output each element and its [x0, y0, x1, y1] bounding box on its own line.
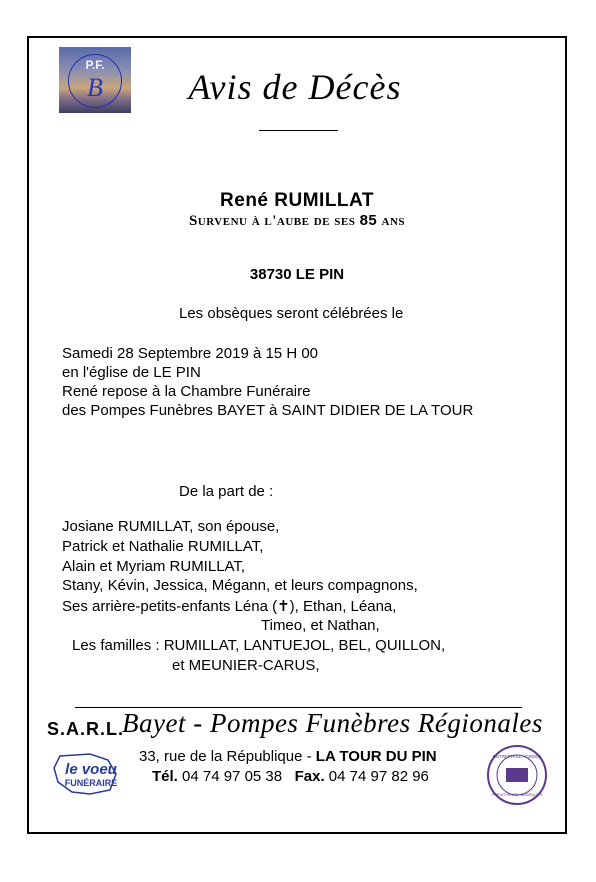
notice-title: Avis de Décès: [188, 67, 402, 107]
address-city: LA TOUR DU PIN: [315, 748, 437, 765]
family-line: Josiane RUMILLAT, son épouse,: [62, 518, 280, 535]
stamp-top-text: ENTREPRISE AGRÉÉE: [492, 754, 542, 759]
pfb-logo: [59, 47, 131, 113]
entreprise-agreee-stamp: [486, 744, 548, 806]
ceremony-line: des Pompes Funèbres BAYET à SAINT DIDIER DE LA TOUR: [62, 402, 474, 419]
age-number: 85: [359, 212, 378, 229]
voeu-logo-word: le voeu: [65, 761, 117, 778]
logo-b-letter: B: [87, 73, 103, 102]
family-line: Les familles : RUMILLAT, LANTUEJOL, BEL, QUILLON,: [72, 637, 446, 654]
age-suffix: ans: [377, 213, 406, 229]
age-prefix: Survenu à l'aube de ses: [188, 213, 360, 229]
footer-sarl: S.A.R.L.: [47, 719, 125, 739]
ceremony-line: en l'église de LE PIN: [62, 364, 201, 381]
fax-number: 04 74 97 82 96: [324, 768, 429, 785]
logo-pf-text: P.F.: [85, 58, 105, 72]
ceremony-line: René repose à la Chambre Funéraire: [62, 383, 311, 400]
ceremony-intro: Les obsèques seront célébrées le: [179, 305, 404, 322]
fax-label: Fax.: [294, 768, 325, 785]
le-voeu-funeraire-logo: [50, 752, 132, 796]
family-line: Alain et Myriam RUMILLAT,: [62, 558, 246, 575]
address-street: 33, rue de la République -: [139, 748, 316, 765]
deceased-name: René RUMILLAT: [220, 190, 374, 211]
voeu-logo-subword: FUNÉRAIRE: [64, 778, 118, 788]
deceased-age-line: [27, 212, 567, 230]
stamp-bottom-text: PRÉVOYANCE OBSÈQUES: [491, 792, 543, 797]
deceased-city: 38730 LE PIN: [249, 266, 345, 283]
family-line: Stany, Kévin, Jessica, Mégann, et leurs compagnons,: [62, 577, 418, 594]
family-intro: De la part de :: [179, 483, 274, 500]
ceremony-line: Samedi 28 Septembre 2019 à 15 H 00: [62, 345, 319, 362]
family-line: Patrick et Nathalie RUMILLAT,: [62, 538, 264, 555]
family-line: Ses arrière-petits-enfants Léna (✝), Ethan, Léana,: [62, 598, 397, 615]
title-divider: [259, 130, 338, 131]
tel-label: Tél.: [152, 768, 178, 785]
footer-phone: [152, 768, 429, 785]
tel-number: 04 74 97 05 38: [177, 768, 283, 785]
family-line: et MEUNIER-CARUS,: [172, 657, 320, 674]
footer-address: [139, 748, 437, 765]
family-line: Timeo, et Nathan,: [261, 617, 380, 634]
footer-company-name: Bayet - Pompes Funèbres Régionales: [122, 708, 543, 738]
stamp-center-badge: [506, 768, 528, 782]
